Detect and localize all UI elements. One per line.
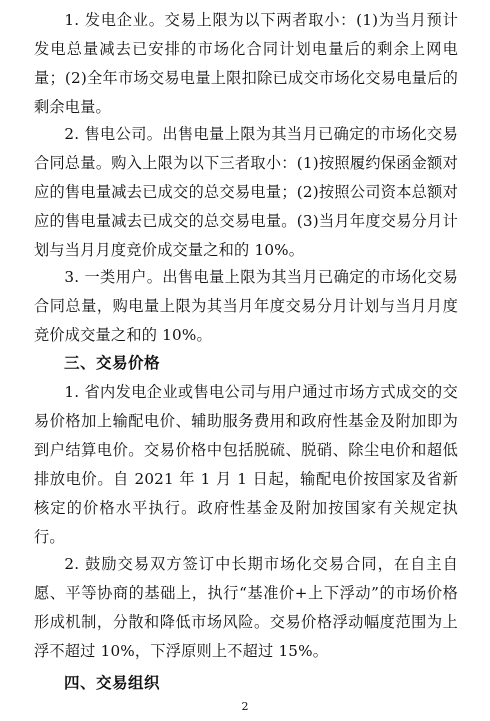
paragraph-class-one-user-limit: 3. 一类用户。出售电量上限为其当月已确定的市场化交易合同总量，购电量上限为其当月年度交易分月计划与当月月度竞价成交量之和的 10%。 (34, 268, 458, 344)
paragraph-price-mechanism: 2. 鼓励交易双方签订中长期市场化交易合同，在自主自愿、平等协商的基础上，执行“基准价+上下浮动”的市场价格形成机制，分散和降低市场风险。交易价格浮动幅度范围为上浮不超过 10%，下浮原则上不超过 15%。 (34, 555, 458, 660)
paragraph-power-generation-limit: 1. 发电企业。交易上限为以下两者取小：(1)为当月预计发电总量减去已安排的市场化合同计划电量后的剩余上网电量；(2)全年市场交易电量上限扣除已成交市场化交易电量后的剩余电量。 (34, 11, 458, 116)
section-heading-trading-organization: 四、交易组织 (64, 674, 161, 692)
paragraph-retail-company-limit: 2. 售电公司。出售电量上限为其当月已确定的市场化交易合同总量。购入上限为以下三者取小：(1)按照履约保函金额对应的售电量减去已成交的总交易电量；(2)按照公司资本总额对应的售电量减去已成交的总交易电量。(3)当月年度交易分月计划与当月月度竞价成交量之和的 10%。 (34, 125, 458, 259)
paragraph-price-composition: 1. 省内发电企业或售电公司与用户通过市场方式成交的交易价格加上输配电价、辅助服务费用和政府性基金及附加即为到户结算电价。交易价格中包括脱硫、脱硝、除尘电价和超低排放电价。自 2021 年 1 月 1 日起，输配电价按国家及省新核定的价格水平执行。政府性基金及附加按国家有关规定执行。 (34, 383, 458, 546)
section-heading-trading-price: 三、交易价格 (64, 354, 161, 372)
page-number: 2 (241, 700, 249, 713)
